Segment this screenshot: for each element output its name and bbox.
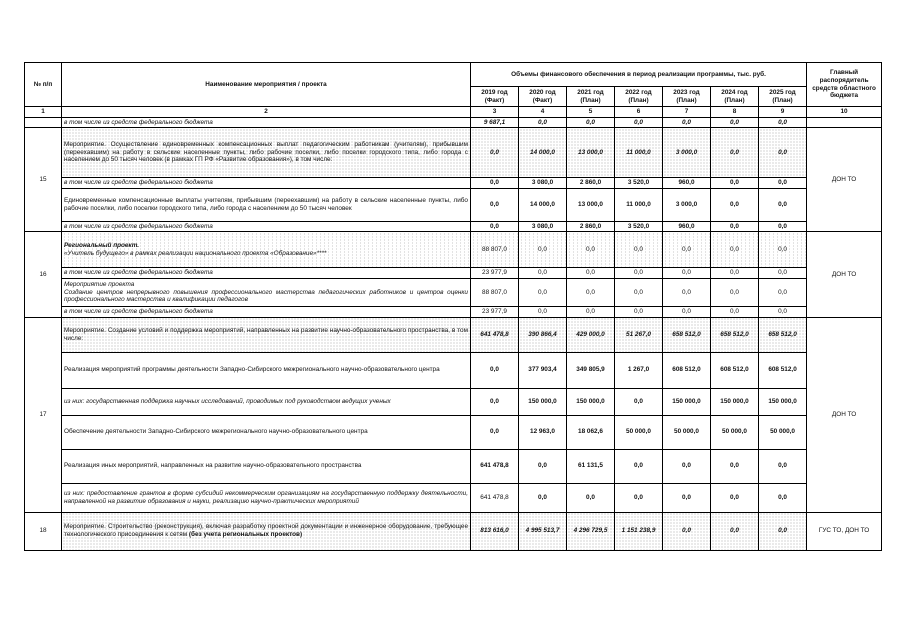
- table-row: [25, 449, 882, 483]
- row-number: 18: [25, 512, 62, 550]
- value-cell: 0,0: [711, 512, 759, 550]
- value-cell: 0,0: [519, 117, 567, 128]
- value-cell: 0,0: [567, 117, 615, 128]
- value-cell: 3 080,0: [519, 178, 567, 189]
- value-cell: 11 000,0: [615, 128, 663, 178]
- value-cell: 150 000,0: [519, 388, 567, 415]
- value-cell: 0,0: [519, 232, 567, 268]
- table-row: [25, 306, 882, 317]
- value-cell: 0,0: [519, 268, 567, 279]
- value-cell: 0,0: [759, 449, 807, 483]
- value-cell: 0,0: [711, 178, 759, 189]
- value-cell: 9 687,1: [471, 117, 519, 128]
- manager-cell: ДОН ТО: [807, 128, 882, 232]
- header-manager: Главный распорядитель средств областного бюджета: [807, 63, 882, 107]
- header-year: 2024 год (План): [711, 87, 759, 107]
- value-cell: 0,0: [711, 117, 759, 128]
- index-cell: 1: [25, 107, 62, 118]
- value-cell: 0,0: [759, 178, 807, 189]
- table-row: [25, 388, 882, 415]
- row-label: в том числе из средств федерального бюджета: [62, 117, 471, 128]
- value-cell: 0,0: [759, 128, 807, 178]
- value-cell: 50 000,0: [759, 415, 807, 449]
- value-cell: 0,0: [759, 278, 807, 306]
- value-cell: 0,0: [615, 268, 663, 279]
- value-cell: 0,0: [759, 306, 807, 317]
- value-cell: 0,0: [663, 232, 711, 268]
- row-label: Реализация мероприятий программы деятельности Западно-Сибирского межрегионального научно-образовательного центра: [62, 352, 471, 388]
- value-cell: 13 000,0: [567, 188, 615, 221]
- index-cell: 7: [663, 107, 711, 118]
- row-label-text: «Учитель будущего» в рамках реализации национального проекта «Образование»****: [64, 249, 327, 257]
- value-cell: 0,0: [759, 483, 807, 512]
- value-cell: 3 080,0: [519, 221, 567, 232]
- value-cell: 0,0: [471, 221, 519, 232]
- value-cell: 0,0: [471, 352, 519, 388]
- value-cell: 0,0: [711, 449, 759, 483]
- table-row: [25, 221, 882, 232]
- value-cell: 0,0: [663, 268, 711, 279]
- header-num: № п/п: [25, 63, 62, 107]
- value-cell: 608 512,0: [759, 352, 807, 388]
- manager-cell: ДОН ТО: [807, 232, 882, 317]
- value-cell: 349 805,9: [567, 352, 615, 388]
- index-cell: 6: [615, 107, 663, 118]
- value-cell: 0,0: [567, 278, 615, 306]
- value-cell: 0,0: [567, 306, 615, 317]
- header-year: 2025 год (План): [759, 87, 807, 107]
- row-label: из них: предоставление грантов в форме субсидий некоммерческим организациям на государственную поддержку деятельности, направленной на развитие образования и науки, реализацию научно-практических мероприятий: [62, 483, 471, 512]
- value-cell: 960,0: [663, 221, 711, 232]
- value-cell: 0,0: [663, 512, 711, 550]
- value-cell: 0,0: [567, 268, 615, 279]
- row-number: 15: [25, 128, 62, 232]
- value-cell: 0,0: [663, 483, 711, 512]
- value-cell: 150 000,0: [711, 388, 759, 415]
- value-cell: 0,0: [471, 178, 519, 189]
- index-cell: 4: [519, 107, 567, 118]
- value-cell: 14 000,0: [519, 128, 567, 178]
- value-cell: 0,0: [759, 188, 807, 221]
- value-cell: 0,0: [711, 128, 759, 178]
- value-cell: 0,0: [663, 449, 711, 483]
- header-year: 2022 год (План): [615, 87, 663, 107]
- value-cell: 150 000,0: [663, 388, 711, 415]
- value-cell: 14 000,0: [519, 188, 567, 221]
- value-cell: 0,0: [519, 306, 567, 317]
- value-cell: 608 512,0: [663, 352, 711, 388]
- row-label: Мероприятие. Осуществление единовременных компенсационных выплат педагогическим работникам (учителям), прибывшим (переехавшим) на работу в сельские населенные пункты, либо рабочие поселки, либо поселки городского типа, либо города с населением до 50 тысяч человек (в рамках ГП РФ «Развитие образования»), в том числе:: [62, 128, 471, 178]
- value-cell: 1 267,0: [615, 352, 663, 388]
- value-cell: 0,0: [471, 128, 519, 178]
- value-cell: 3 000,0: [663, 128, 711, 178]
- row-label: Реализация иных мероприятий, направленных на развитие научно-образовательного пространства: [62, 449, 471, 483]
- row-number: 17: [25, 317, 62, 512]
- row-label-title: Региональный проект.: [64, 242, 140, 250]
- value-cell: 0,0: [759, 268, 807, 279]
- table-row: [25, 512, 882, 550]
- value-cell: 18 062,6: [567, 415, 615, 449]
- row-label: в том числе из средств федерального бюджета: [62, 268, 471, 279]
- header-year: 2020 год (Факт): [519, 87, 567, 107]
- value-cell: 0,0: [615, 449, 663, 483]
- index-cell: 5: [567, 107, 615, 118]
- header-year: 2019 год (Факт): [471, 87, 519, 107]
- value-cell: 11 000,0: [615, 188, 663, 221]
- value-cell: 3 000,0: [663, 188, 711, 221]
- row-label: в том числе из средств федерального бюджета: [62, 306, 471, 317]
- value-cell: 641 478,8: [471, 317, 519, 352]
- value-cell: 0,0: [663, 117, 711, 128]
- value-cell: 658 512,0: [663, 317, 711, 352]
- value-cell: 0,0: [519, 483, 567, 512]
- row-label: Мероприятие. Создание условий и поддержка мероприятий, направленных на развитие научно-образовательного пространства, в том числе:: [62, 317, 471, 352]
- value-cell: 0,0: [471, 388, 519, 415]
- value-cell: 0,0: [567, 483, 615, 512]
- value-cell: 0,0: [615, 388, 663, 415]
- value-cell: 0,0: [471, 188, 519, 221]
- row-label: в том числе из средств федерального бюджета: [62, 221, 471, 232]
- value-cell: 0,0: [615, 232, 663, 268]
- value-cell: 0,0: [471, 415, 519, 449]
- value-cell: 608 512,0: [711, 352, 759, 388]
- value-cell: 0,0: [711, 268, 759, 279]
- value-cell: 0,0: [663, 306, 711, 317]
- value-cell: 813 616,0: [471, 512, 519, 550]
- value-cell: 0,0: [759, 117, 807, 128]
- row-label: из них: государственная поддержка научных исследований, проводимых под руководством ведущих ученых: [62, 388, 471, 415]
- value-cell: 4 296 729,5: [567, 512, 615, 550]
- manager-cell: ДОН ТО: [807, 317, 882, 512]
- value-cell: 0,0: [759, 221, 807, 232]
- value-cell: 0,0: [615, 117, 663, 128]
- value-cell: 0,0: [663, 278, 711, 306]
- value-cell: 0,0: [615, 278, 663, 306]
- table-row: [25, 317, 882, 352]
- value-cell: 88 807,0: [471, 232, 519, 268]
- value-cell: 377 903,4: [519, 352, 567, 388]
- value-cell: 429 000,0: [567, 317, 615, 352]
- value-cell: 641 478,8: [471, 449, 519, 483]
- table-row: [25, 278, 882, 306]
- table-row: [25, 352, 882, 388]
- header-year: 2023 год (План): [663, 87, 711, 107]
- table-row: [25, 188, 882, 221]
- row-label: Единовременные компенсационные выплаты учителям, прибывшим (переехавшим) на работу в сельские населенные пункты, либо рабочие поселки, либо поселки городского типа, либо города с населением до 50 тысяч человек: [62, 188, 471, 221]
- financing-table: [24, 62, 882, 551]
- header-volumes: Объемы финансового обеспечения в период реализации программы, тыс. руб.: [471, 63, 807, 87]
- row-label: [62, 278, 471, 306]
- value-cell: 150 000,0: [567, 388, 615, 415]
- value-cell: 61 131,5: [567, 449, 615, 483]
- row-label-text: Создание центров непрерывного повышения профессионального мастерства педагогических работников и центров оценки профессионального мастерства и квалификации педагогов: [64, 288, 468, 304]
- value-cell: 960,0: [663, 178, 711, 189]
- value-cell: 0,0: [567, 232, 615, 268]
- value-cell: 0,0: [615, 483, 663, 512]
- table-row: [25, 483, 882, 512]
- row-label-text: Мероприятие. Строительство (реконструкция), включая разработку проектной документации и инженерное оборудование, требующее технологического присоединения к сетям: [64, 523, 468, 539]
- document-page: [24, 62, 881, 551]
- value-cell: 4 995 513,7: [519, 512, 567, 550]
- header-name: Наименование мероприятия / проекта: [62, 63, 471, 107]
- table-row: [25, 117, 882, 128]
- value-cell: 0,0: [711, 221, 759, 232]
- value-cell: 390 866,4: [519, 317, 567, 352]
- value-cell: 50 000,0: [615, 415, 663, 449]
- value-cell: 0,0: [519, 449, 567, 483]
- value-cell: 2 860,0: [567, 221, 615, 232]
- row-label-title: Мероприятие проекта: [64, 281, 135, 289]
- row-number: 16: [25, 232, 62, 317]
- value-cell: 3 520,0: [615, 178, 663, 189]
- row-label: Обеспечение деятельности Западно-Сибирского межрегионального научно-образовательного центра: [62, 415, 471, 449]
- row-label: в том числе из средств федерального бюджета: [62, 178, 471, 189]
- value-cell: 23 977,9: [471, 306, 519, 317]
- value-cell: 658 512,0: [711, 317, 759, 352]
- value-cell: 0,0: [519, 278, 567, 306]
- table-row: [25, 268, 882, 279]
- table-row: [25, 178, 882, 189]
- row-label-suffix: (без учета региональных проектов): [188, 531, 303, 539]
- value-cell: 658 512,0: [759, 317, 807, 352]
- value-cell: 3 520,0: [615, 221, 663, 232]
- index-cell: 2: [62, 107, 471, 118]
- value-cell: 0,0: [759, 512, 807, 550]
- header-year: 2021 год (План): [567, 87, 615, 107]
- value-cell: 150 000,0: [759, 388, 807, 415]
- value-cell: 50 000,0: [663, 415, 711, 449]
- row-label: [62, 512, 471, 550]
- value-cell: 0,0: [711, 188, 759, 221]
- row-label: [62, 232, 471, 268]
- value-cell: 0,0: [711, 306, 759, 317]
- value-cell: 0,0: [711, 278, 759, 306]
- value-cell: 0,0: [711, 483, 759, 512]
- index-cell: 9: [759, 107, 807, 118]
- index-cell: 3: [471, 107, 519, 118]
- value-cell: 0,0: [615, 306, 663, 317]
- value-cell: 12 963,0: [519, 415, 567, 449]
- value-cell: 2 860,0: [567, 178, 615, 189]
- value-cell: 1 151 238,9: [615, 512, 663, 550]
- value-cell: 0,0: [759, 232, 807, 268]
- value-cell: 88 807,0: [471, 278, 519, 306]
- value-cell: 13 000,0: [567, 128, 615, 178]
- manager-cell: ГУС ТО, ДОН ТО: [807, 512, 882, 550]
- table-row: [25, 128, 882, 178]
- value-cell: 51 267,0: [615, 317, 663, 352]
- index-cell: 8: [711, 107, 759, 118]
- value-cell: 0,0: [711, 232, 759, 268]
- value-cell: 50 000,0: [711, 415, 759, 449]
- table-row: [25, 415, 882, 449]
- table-row: [25, 232, 882, 268]
- value-cell: 641 478,8: [471, 483, 519, 512]
- value-cell: 23 977,9: [471, 268, 519, 279]
- index-cell: 10: [807, 107, 882, 118]
